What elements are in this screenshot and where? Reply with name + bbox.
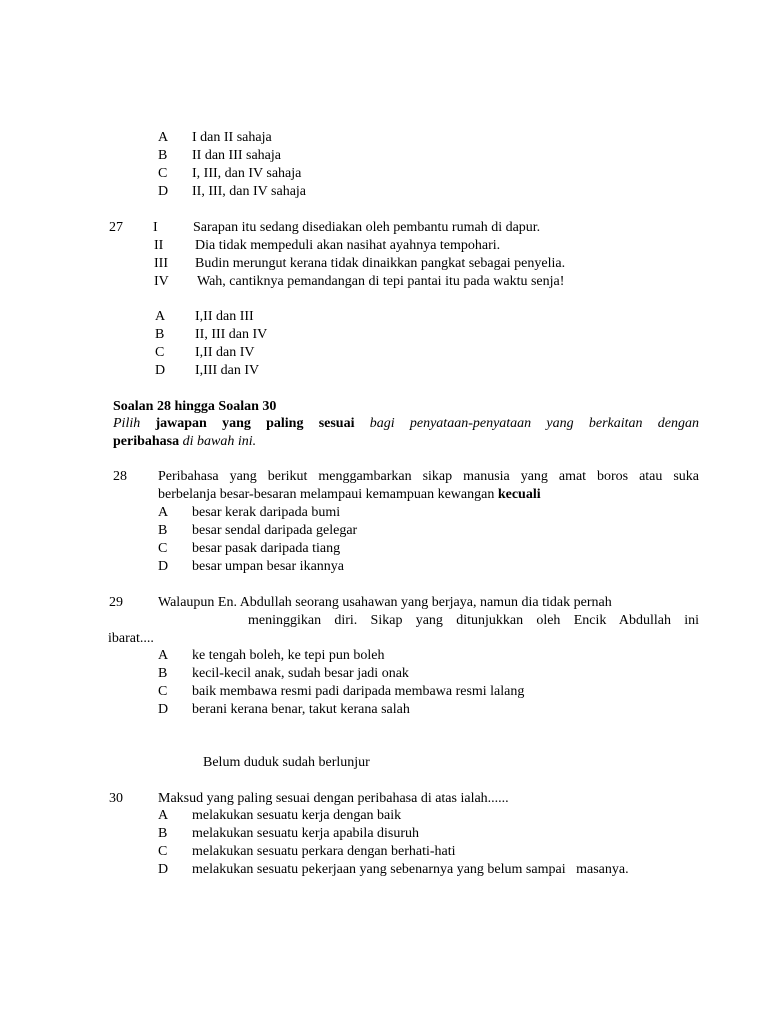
statement-numeral: IV xyxy=(154,274,169,289)
question-keyword: kecuali xyxy=(497,487,541,502)
option-text: II, III, dan IV sahaja xyxy=(192,184,307,199)
statement-text: Sarapan itu sedang disediakan oleh pembantu rumah di dapur. xyxy=(193,220,541,235)
question-text-line-1: Walaupun En. Abdullah seorang usahawan yang berjaya, namun dia tidak pernah xyxy=(158,595,612,610)
option-text: melakukan sesuatu kerja dengan baik xyxy=(192,808,402,823)
option-letter: C xyxy=(155,345,165,360)
option-letter: D xyxy=(158,184,169,199)
option-letter: A xyxy=(158,130,169,145)
option-letter: D xyxy=(158,559,169,574)
option-text: berani kerana benar, takut kerana salah xyxy=(192,702,410,717)
option-text: besar umpan besar ikannya xyxy=(192,559,344,574)
option-text: I,II dan III xyxy=(195,309,254,324)
statement-numeral: II xyxy=(154,238,164,253)
instruction-word: Pilih xyxy=(113,416,141,431)
option-letter: D xyxy=(158,702,169,717)
instruction-text: di bawah ini. xyxy=(182,434,257,449)
option-text: melakukan sesuatu kerja apabila disuruh xyxy=(192,826,420,841)
statement-text: Dia tidak mempeduli akan nasihat ayahnya tempohari. xyxy=(195,238,501,253)
section-title: Soalan 28 hingga Soalan 30 xyxy=(113,399,277,414)
option-text: ke tengah boleh, ke tepi pun boleh xyxy=(192,648,385,663)
option-letter: C xyxy=(158,541,168,556)
option-letter: B xyxy=(158,523,168,538)
option-letter: C xyxy=(158,844,168,859)
option-text: besar kerak daripada bumi xyxy=(192,505,341,520)
question-number: 30 xyxy=(109,791,123,806)
question-number: 29 xyxy=(109,595,123,610)
statement-text: Wah, cantiknya pemandangan di tepi pantai itu pada waktu senja! xyxy=(197,274,565,289)
option-text: II, III dan IV xyxy=(195,327,268,342)
statement-numeral: I xyxy=(153,220,158,235)
option-letter: D xyxy=(155,363,166,378)
instruction-emphasis: jawapan yang paling sesuai xyxy=(155,416,355,431)
proverb-text: Belum duduk sudah berlunjur xyxy=(203,755,370,770)
statement-numeral: III xyxy=(154,256,168,271)
option-letter: C xyxy=(158,166,168,181)
instruction-emphasis: peribahasa xyxy=(113,434,180,449)
option-letter: B xyxy=(158,148,168,163)
option-text: baik membawa resmi padi daripada membawa resmi lalang xyxy=(192,684,525,699)
option-text: besar pasak daripada tiang xyxy=(192,541,341,556)
question-text-line-2: meninggikan diri. Sikap yang ditunjukkan oleh Encik Abdullah ini xyxy=(248,613,699,628)
option-letter: B xyxy=(158,666,168,681)
option-letter: A xyxy=(158,505,169,520)
option-letter: D xyxy=(158,862,169,877)
question-text-line-2 xyxy=(158,486,541,504)
option-text: II dan III sahaja xyxy=(192,148,282,163)
question-text: berbelanja besar-besaran melampaui kemampuan kewangan xyxy=(158,487,495,502)
option-text: melakukan sesuatu perkara dengan berhati-hati xyxy=(192,844,456,859)
option-letter: C xyxy=(158,684,168,699)
statement-text: Budin merungut kerana tidak dinaikkan pangkat sebagai penyelia. xyxy=(195,256,566,271)
option-text: I,II dan IV xyxy=(195,345,255,360)
question-number: 28 xyxy=(113,469,127,484)
option-text: I dan II sahaja xyxy=(192,130,272,145)
option-letter: B xyxy=(158,826,168,841)
option-text: melakukan sesuatu pekerjaan yang sebenarnya yang belum sampai masanya. xyxy=(192,862,629,877)
instruction-line-2 xyxy=(113,433,256,451)
instruction-text: bagi penyataan-penyataan yang berkaitan dengan xyxy=(369,416,699,431)
question-text-line-1: Peribahasa yang berikut menggambarkan sikap manusia yang amat boros atau suka xyxy=(158,469,699,484)
option-letter: A xyxy=(158,648,169,663)
option-text: I, III, dan IV sahaja xyxy=(192,166,302,181)
option-text: I,III dan IV xyxy=(195,363,260,378)
option-text: kecil-kecil anak, sudah besar jadi onak xyxy=(192,666,409,681)
question-text: Maksud yang paling sesuai dengan peribahasa di atas ialah...... xyxy=(158,791,509,806)
option-letter: B xyxy=(155,327,165,342)
option-letter: A xyxy=(155,309,166,324)
question-number: 27 xyxy=(109,220,123,235)
instruction-line-1 xyxy=(113,415,699,433)
question-text-line-3: ibarat.... xyxy=(108,631,154,646)
option-text: besar sendal daripada gelegar xyxy=(192,523,358,538)
option-letter: A xyxy=(158,808,169,823)
